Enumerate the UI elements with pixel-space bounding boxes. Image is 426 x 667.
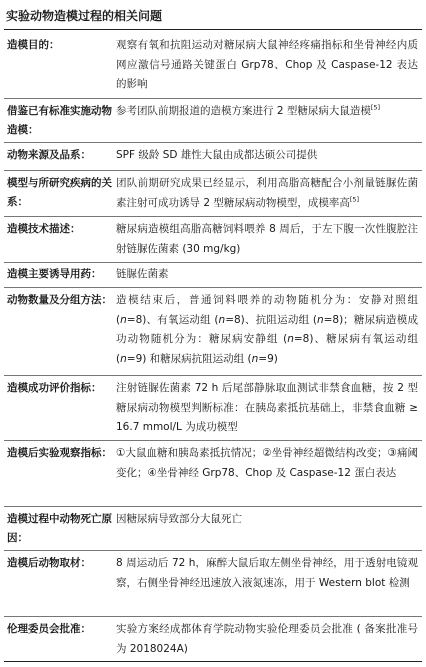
row-content: 8 周运动后 72 h，麻醉大鼠后取左侧坐骨神经，用于透射电镜观察，右侧坐骨神经迅速放入液氮速冻，用于 Western blot 检测 — [116, 557, 418, 589]
row-content: 注射链脲佐菌素 72 h 后尾部静脉取血测试非禁食血糖，按 2 型糖尿病动物模型判断标准：在胰岛素抵抗基础上，非禁食血糖 ≥ 16.7 mmol/L 为成功模型 — [116, 382, 418, 433]
row-label: 动物来源及品系： — [7, 149, 91, 161]
row-label: 造模技术描述： — [7, 223, 81, 235]
table-row-source — [4, 142, 422, 171]
row-content: 团队前期研究成果已经显示，利用高脂高糖配合小剂量链脲佐菌素注射可成功诱导 2 型糖尿病动物模型，成模率高[5] — [116, 177, 418, 209]
table-row-mortality — [4, 506, 422, 551]
row-label: 伦理委员会批准： — [7, 623, 91, 635]
top-rule — [4, 29, 422, 30]
row-label: 造模目的： — [7, 39, 60, 51]
table-row-observations — [4, 440, 422, 507]
row-content: ①大鼠血糖和胰岛素抵抗情况；②坐骨神经超微结构改变；③痛阈变化；④坐骨神经 Grp78、Chop 及 Caspase-12 蛋白表达 — [116, 447, 418, 479]
row-label: 模型与所研究疾病的关系： — [7, 177, 112, 208]
table-row-success-criteria — [4, 375, 422, 441]
row-label: 造模成功评价指标： — [7, 382, 102, 394]
row-content: 观察有氧和抗阻运动对糖尿病大鼠神经疼痛指标和坐骨神经内质网应激信号通路关键蛋白 Grp78、Chop 及 Caspase-12 表达的影响 — [116, 39, 418, 90]
table-row-ethics — [4, 616, 422, 662]
citation: [5] — [349, 195, 360, 203]
row-content: 链脲佐菌素 — [116, 268, 169, 280]
bottom-rule — [4, 661, 422, 662]
table-row-sampling — [4, 550, 422, 617]
row-content: SPF 级龄 SD 雄性大鼠由成都达硕公司提供 — [116, 149, 318, 161]
row-content: 造模结束后，普通饲料喂养的动物随机分为：安静对照组 (n=8)、有氧运动组 (n=8)、抗阻运动组 (n=8)；糖尿病造模成功动物随机分为：糖尿病安静组 (n=8)、糖尿病有氧运动组 (n=9) 和糖尿病抗阻运动组 (n=9) — [116, 294, 418, 365]
row-label: 造模后动物取材： — [7, 557, 91, 569]
table-row-disease-relation — [4, 170, 422, 217]
row-content: 因糖尿病导致部分大鼠死亡 — [116, 513, 242, 525]
citation: [5] — [370, 103, 381, 112]
row-label: 造模主要诱导用药： — [7, 268, 102, 280]
row-label: 借鉴已有标准实施动物造模： — [7, 105, 112, 136]
row-label: 造模过程中动物死亡原因： — [7, 513, 112, 544]
row-label: 动物数量及分组方法： — [7, 294, 112, 306]
row-label: 造模后实验观察指标： — [7, 447, 112, 459]
row-content: 参考团队前期报道的造模方案进行 2 型糖尿病大鼠造模[5] — [116, 103, 381, 117]
row-content: 糖尿病造模组高脂高糖饲料喂养 8 周后，于左下腹一次性腹腔注射链脲佐菌素 (30 mg/kg) — [116, 223, 418, 255]
table-row-reference — [4, 98, 422, 143]
table-row-drug — [4, 262, 422, 288]
row-content: 实验方案经成都体育学院动物实验伦理委员会批准 ( 备案批准号为 2018024A) — [116, 623, 418, 655]
table-row-purpose — [4, 32, 422, 99]
table-row-technique — [4, 216, 422, 263]
table-title: 实验动物造模过程的相关问题 — [6, 9, 163, 23]
table-row-grouping — [4, 287, 422, 376]
